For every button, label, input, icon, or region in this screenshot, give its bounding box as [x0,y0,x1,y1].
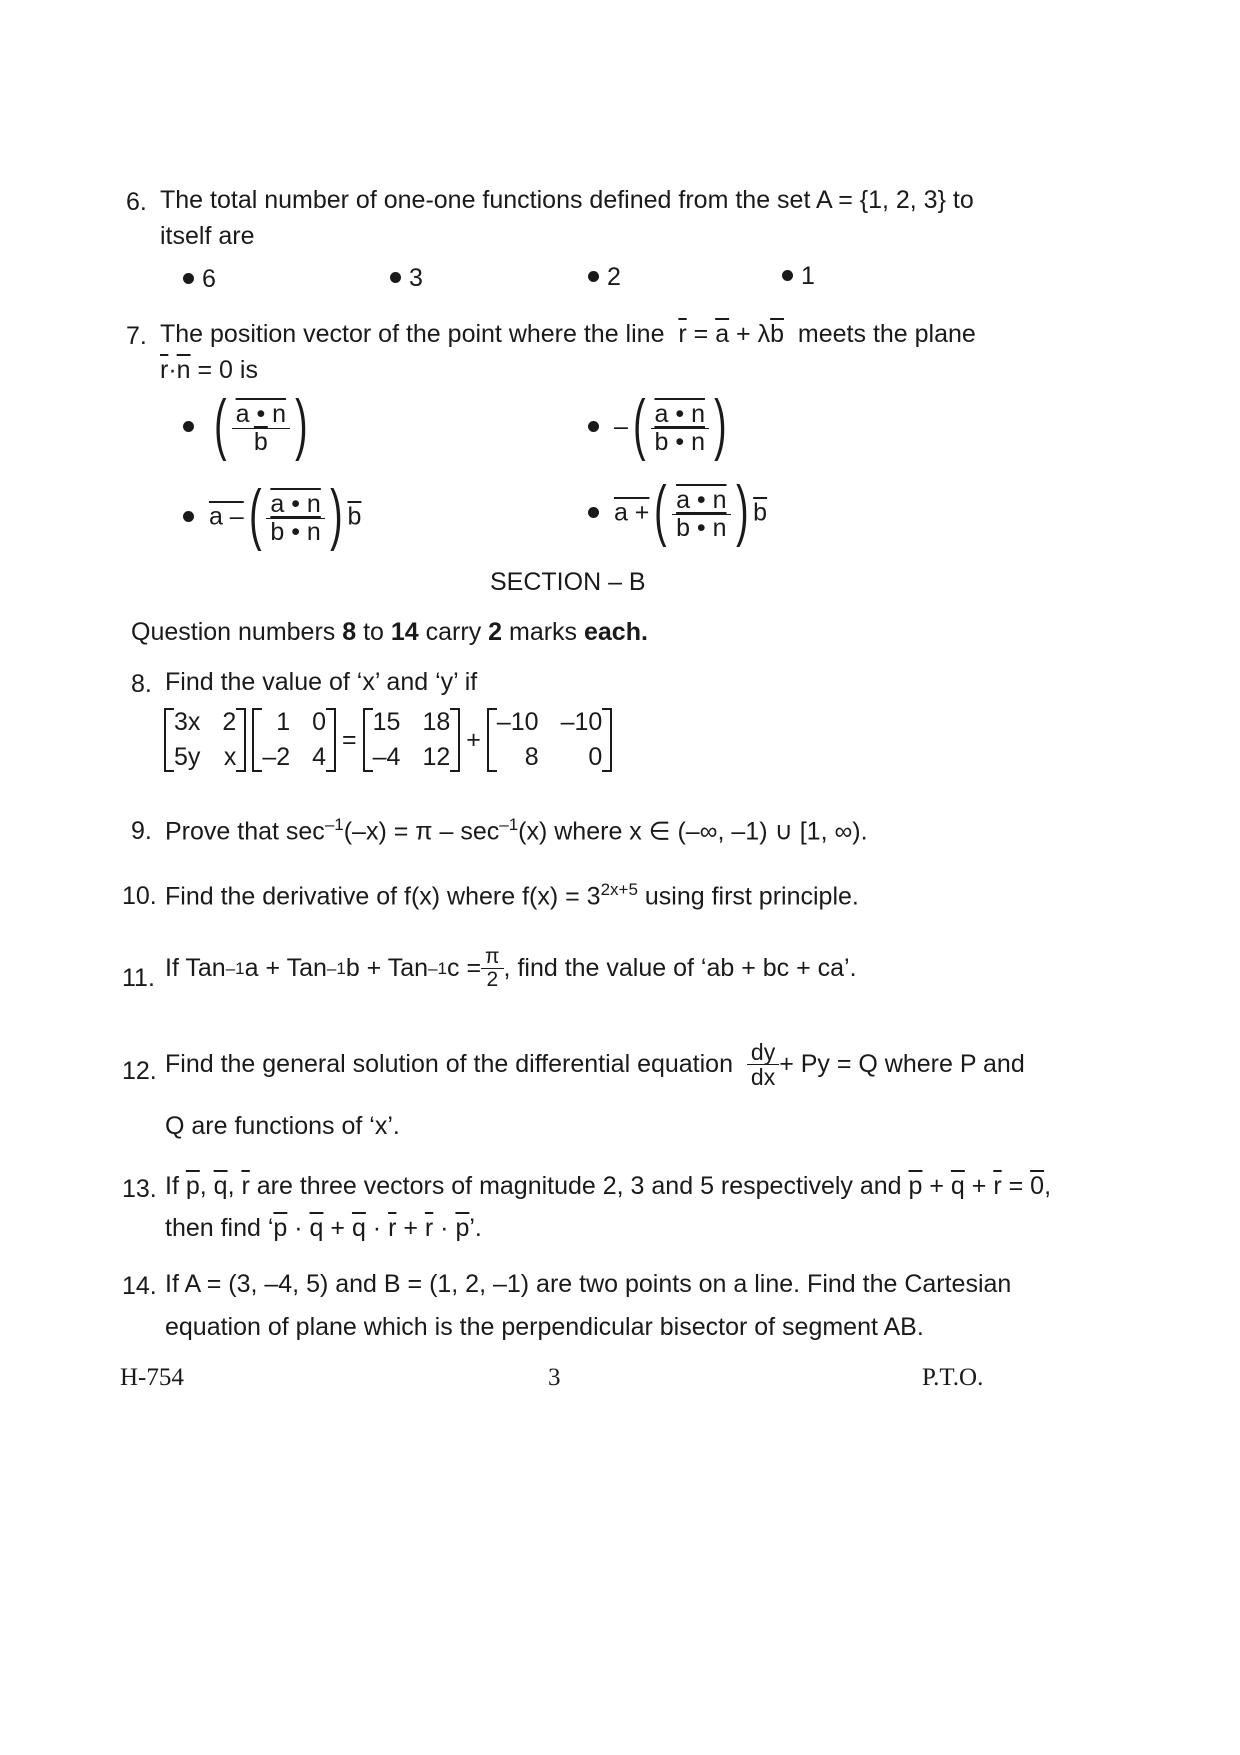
bullet-icon [588,421,599,432]
bullet-icon [782,270,793,281]
equals-sign: = [342,725,357,754]
bullet-icon [588,271,599,282]
bullet-icon [390,272,401,283]
question-number: 7. [126,322,147,350]
bullet-icon [183,273,194,284]
question-number: 8. [131,670,152,698]
paper-code: H-754 [120,1364,184,1391]
question-text-cont: Q are functions of ‘x’. [165,1112,400,1140]
option-d: 1 [782,262,815,291]
matrix-4: –10 –10 8 0 [487,708,612,772]
please-turn-over: P.T.O. [922,1364,984,1391]
matrix-2: 1 0 –2 4 [252,708,336,772]
section-title: SECTION – B [490,568,646,596]
matrix-3: 15 18 –4 12 [363,708,461,772]
question-text-cont: itself are [160,222,255,250]
question-text: Prove that $\sec^{-1}(-x) = \pi - \sec^{-1}(x)$ where x ∈ (–∞, –1) ∪ [1, ∞). [165,815,868,846]
option-a: ( $\frac{a • n}{b}$ ) [183,394,313,462]
option-c: a – ( $\frac{a • n}{b • n}$ ) $\overline{b}$ [183,484,361,552]
question-number: 10. [122,882,157,910]
question-text: Find the value of ‘x’ and ‘y’ if [165,668,478,696]
page-number: 3 [548,1364,561,1391]
question-text: If $\overline{p}$, $\overline{q}$, $\overline{r}$ are three vectors of magnitude 2, 3 and 5 respectively and $\overline{p} + \overline{q} + \overline{r} = 0$, [165,1172,1052,1200]
question-text-cont: equation of plane which is the perpendicular bisector of segment AB. [165,1313,924,1341]
question-number: 14. [122,1272,157,1300]
question-text-cont: $\overline{r}\cdot\overline{n} = 0$ is [160,356,258,384]
matrix-equation [164,708,612,772]
question-text-cont: then find ‘$\overline{p} \cdot \overline{q} + \overline{q} \cdot \overline{r} + \overline{r} \cdot \overline{p}$’. [165,1214,482,1242]
question-number: 13. [122,1175,157,1203]
question-number: 11. [122,964,155,992]
question-text: The total number of one-one functions defined from the set A = {1, 2, 3} to [160,186,974,214]
question-text: The position vector of the point where the line $\overline{r} = \overline{a} + \lambda\overline{b}$ meets the plane [160,320,976,348]
option-a: 6 [183,265,216,294]
option-b: 3 [390,264,423,293]
bullet-icon [183,511,194,522]
bullet-icon [183,421,194,432]
question-number: 12. [122,1057,157,1085]
option-d: a + ( $\frac{a • n}{b • n}$ ) $\overline{b}$ [588,480,767,548]
question-text: If A = (3, –4, 5) and B = (1, 2, –1) are two points on a line. Find the Cartesian [165,1270,1012,1298]
question-text: Find the derivative of f(x) where $f(x) = 3^{2x+5}$ using first principle. [165,880,859,911]
option-c: 2 [588,263,621,292]
bullet-icon [588,507,599,518]
question-number: 6. [126,188,147,216]
question-text: If Tan –1 a + Tan –1 b + Tan –1 c = $\frac{\pi}{2}$ , find the value of ‘ab + bc + ca’. [165,945,857,992]
plus-sign: + [466,725,481,754]
matrix-1: 3x 2 5y x [164,708,246,772]
question-text: Find the general solution of the differential equation $\frac{dy}{dx}$ + Py = Q where P and [165,1039,1025,1091]
section-instruction: Question numbers 8 to 14 carry 2 marks each. [131,618,648,646]
option-b: – ( $\frac{a • n}{b • n}$ ) [588,394,732,462]
question-number: 9. [131,817,152,845]
